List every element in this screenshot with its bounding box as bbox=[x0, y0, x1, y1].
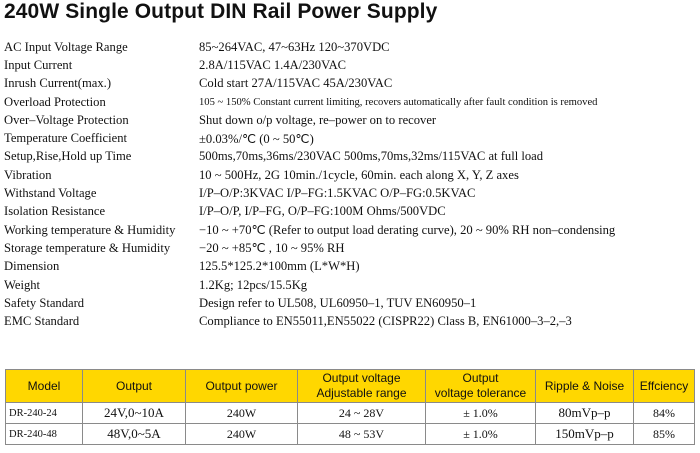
cell-efficiency: 84% bbox=[634, 403, 695, 424]
spec-label: Safety Standard bbox=[4, 295, 85, 310]
spec-row-isolation-resistance bbox=[4, 203, 698, 221]
spec-label: Withstand Voltage bbox=[4, 186, 97, 201]
cell-ripple-noise: 150mVp–p bbox=[536, 424, 634, 445]
spec-value: Shut down o/p voltage, re–power on to recover bbox=[199, 112, 437, 127]
spec-row-inrush-current bbox=[4, 75, 698, 93]
spec-row-emc-standard bbox=[4, 312, 698, 330]
spec-label: EMC Standard bbox=[4, 314, 80, 329]
spec-row-ac-input bbox=[4, 38, 698, 56]
cell-model: DR-240-48 bbox=[6, 424, 83, 445]
cell-tolerance: ± 1.0% bbox=[426, 403, 536, 424]
spec-value: 1.2Kg; 12pcs/15.5Kg bbox=[199, 277, 308, 292]
spec-value: 2.8A/115VAC 1.4A/230VAC bbox=[199, 57, 347, 72]
spec-label: Weight bbox=[4, 277, 41, 292]
spec-label: Isolation Resistance bbox=[4, 204, 106, 219]
cell-tolerance: ± 1.0% bbox=[426, 424, 536, 445]
spec-row-overload-protection bbox=[4, 93, 698, 111]
spec-label: Setup,Rise,Hold up Time bbox=[4, 149, 132, 164]
cell-model: DR-240-24 bbox=[6, 403, 83, 424]
cell-voltage-range: 24 ~ 28V bbox=[298, 403, 426, 424]
table-header-row bbox=[6, 370, 695, 403]
spec-value: I/P–O/P:3KVAC I/P–FG:1.5KVAC O/P–FG:0.5KVAC bbox=[199, 186, 476, 201]
spec-row-over-voltage bbox=[4, 111, 698, 129]
spec-value: −10 ~ +70℃ (Refer to output load derating curve), 20 ~ 90% RH non–condensing bbox=[199, 223, 616, 238]
spec-row-storage-temperature bbox=[4, 239, 698, 257]
spec-value: ±0.03%/℃ (0 ~ 50℃) bbox=[199, 131, 314, 146]
spec-row-setup-rise-hold bbox=[4, 148, 698, 166]
spec-value: 500ms,70ms,36ms/230VAC 500ms,70ms,32ms/115VAC at full load bbox=[199, 149, 544, 164]
cell-output: 24V,0~10A bbox=[83, 403, 186, 424]
column-header-output: Output bbox=[83, 370, 186, 403]
spec-row-vibration bbox=[4, 166, 698, 184]
model-table bbox=[5, 369, 695, 445]
column-header-voltage-tolerance: Output voltage tolerance bbox=[426, 370, 536, 403]
spec-value: Cold start 27A/115VAC 45A/230VAC bbox=[199, 76, 393, 91]
spec-row-working-temperature bbox=[4, 221, 698, 239]
spec-value: 125.5*125.2*100mm (L*W*H) bbox=[199, 259, 360, 274]
cell-output: 48V,0~5A bbox=[83, 424, 186, 445]
spec-row-dimension bbox=[4, 258, 698, 276]
column-header-efficiency: Effciency bbox=[634, 370, 695, 403]
spec-value: −20 ~ +85℃ , 10 ~ 95% RH bbox=[199, 241, 345, 256]
spec-label: Temperature Coefficient bbox=[4, 131, 128, 146]
table-row bbox=[6, 424, 695, 445]
cell-output-power: 240W bbox=[186, 424, 298, 445]
cell-output-power: 240W bbox=[186, 403, 298, 424]
table-row bbox=[6, 403, 695, 424]
spec-label: AC Input Voltage Range bbox=[4, 39, 128, 54]
spec-value: 10 ~ 500Hz, 2G 10min./1cycle, 60min. each along X, Y, Z axes bbox=[199, 167, 519, 182]
spec-row-temperature-coefficient bbox=[4, 129, 698, 147]
spec-label: Inrush Current(max.) bbox=[4, 76, 112, 91]
cell-ripple-noise: 80mVp–p bbox=[536, 403, 634, 424]
spec-label: Storage temperature & Humidity bbox=[4, 240, 171, 255]
spec-value: Compliance to EN55011,EN55022 (CISPR22) Class B, EN61000–3–2,–3 bbox=[199, 314, 572, 329]
spec-value: Design refer to UL508, UL60950–1, TUV EN60950–1 bbox=[199, 295, 477, 310]
cell-efficiency: 85% bbox=[634, 424, 695, 445]
spec-label: Input Current bbox=[4, 57, 73, 72]
column-header-ripple-noise: Ripple & Noise bbox=[536, 370, 634, 403]
column-header-output-voltage: Output voltage Adjustable range bbox=[298, 370, 426, 403]
spec-label: Overload Protection bbox=[4, 94, 106, 109]
spec-label: Dimension bbox=[4, 259, 60, 274]
spec-row-weight bbox=[4, 276, 698, 294]
spec-label: Working temperature & Humidity bbox=[4, 222, 176, 237]
spec-label: Over–Voltage Protection bbox=[4, 112, 129, 127]
spec-label: Vibration bbox=[4, 167, 52, 182]
spec-row-withstand-voltage bbox=[4, 184, 698, 202]
spec-list bbox=[4, 38, 698, 331]
page-title: 240W Single Output DIN Rail Power Supply bbox=[4, 0, 438, 23]
spec-value: I/P–O/P, I/P–FG, O/P–FG:100M Ohms/500VDC bbox=[199, 204, 446, 219]
spec-row-safety-standard bbox=[4, 294, 698, 312]
column-header-output-power: Output power bbox=[186, 370, 298, 403]
spec-row-input-current bbox=[4, 56, 698, 74]
column-header-model: Model bbox=[6, 370, 83, 403]
cell-voltage-range: 48 ~ 53V bbox=[298, 424, 426, 445]
spec-value: 85~264VAC, 47~63Hz 120~370VDC bbox=[199, 39, 390, 54]
spec-value: 105 ~ 150% Constant current limiting, recovers automatically after fault condition is removed bbox=[199, 96, 598, 108]
